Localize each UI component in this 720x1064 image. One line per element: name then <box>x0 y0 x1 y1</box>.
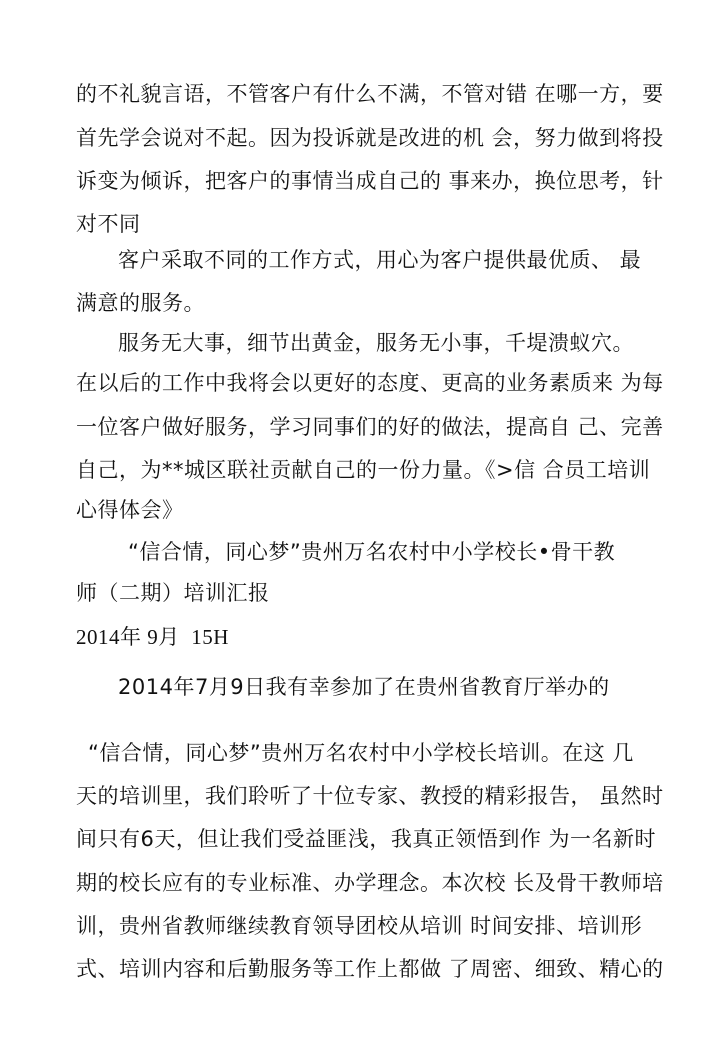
text-line: 心得体会》 <box>76 498 184 522</box>
text-line: 式、培训内容和后勤服务等工作上都做 了周密、细致、精心的 <box>76 957 664 981</box>
text-line: 自己，为**城区联社贡献自己的一份力量。《>信 合员工培训 <box>76 458 651 482</box>
text-line: 首先学会说对不起。因为投诉就是改进的机 会，努力做到将投 <box>76 126 664 150</box>
report-title-line: 师（二期）培训汇报 <box>76 581 270 605</box>
paragraph-first-line: 2014年7月9日我有幸参加了在贵州省教育厅举办的 <box>118 675 610 699</box>
paragraph-first-line: 服务无大事，细节出黄金，服务无小事，千堤溃蚁穴。 <box>118 331 634 355</box>
text-line: 诉变为倾诉，把客户的事情当成自己的 事来办，换位思考，针 <box>76 169 664 193</box>
text-line: 间只有6天，但让我们受益匪浅，我真正领悟到作 为一名新时 <box>76 827 657 851</box>
text-line: 对不同 <box>76 212 141 236</box>
text-line: 在以后的工作中我将会以更好的态度、更高的业务素质来 为每 <box>76 371 664 395</box>
report-title-line: “信合情，同心梦”贵州万名农村中小学校长•骨干教 <box>128 540 616 564</box>
text-line: 天的培训里，我们聆听了十位专家、教授的精彩报告， 虽然时 <box>76 784 664 808</box>
text-line: “信合情，同心梦”贵州万名农村中小学校长培训。在这 几 <box>88 741 634 765</box>
text-line: 满意的服务。 <box>76 291 205 315</box>
text-line: 期的校长应有的专业标准、办学理念。本次校 长及骨干教师培 <box>76 871 664 895</box>
text-line: 训，贵州省教师继续教育领导团校从培训 时间安排、培训形 <box>76 914 643 938</box>
text-line: 的不礼貌言语，不管客户有什么不满，不管对错 在哪一方，要 <box>76 82 664 106</box>
paragraph-first-line: 客户采取不同的工作方式，用心为客户提供最优质、 最 <box>118 248 642 272</box>
text-line: 一位客户做好服务，学习同事们的好的做法，提高自 己、完善 <box>76 415 664 439</box>
report-date: 2014年 9月 15H <box>76 625 229 649</box>
